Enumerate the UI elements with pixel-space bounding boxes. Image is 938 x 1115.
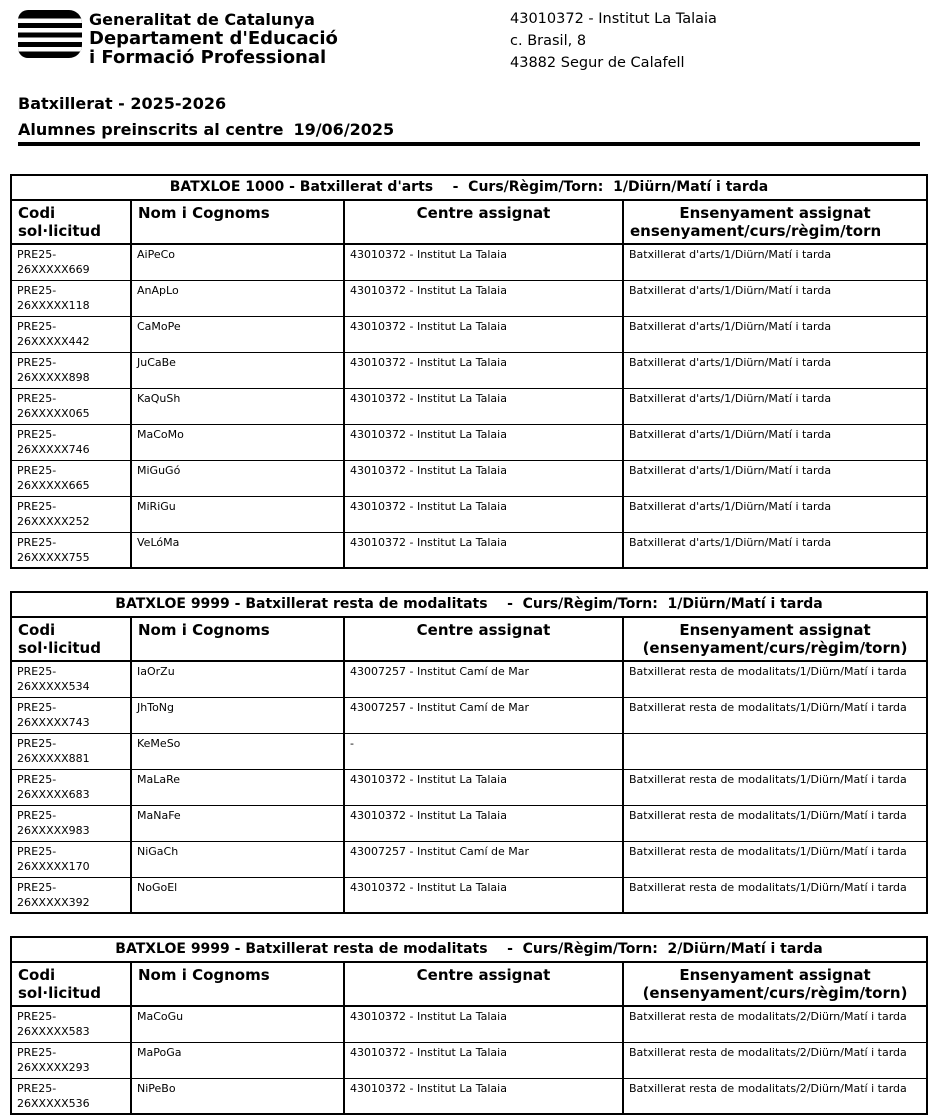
- codi-cell: PRE25- 26XXXXX898: [11, 352, 131, 388]
- column-header-row: [11, 200, 927, 244]
- codi-cell: PRE25- 26XXXXX118: [11, 280, 131, 316]
- column-header-row: [11, 617, 927, 661]
- codi-cell: PRE25- 26XXXXX983: [11, 805, 131, 841]
- subtitle-text: Alumnes preinscrits al centre: [18, 120, 284, 139]
- nom-cell: MaCoMo: [131, 424, 344, 460]
- document-title: Batxillerat - 2025-2026: [18, 94, 227, 113]
- ensenyament-cell: Batxillerat resta de modalitats/1/Diürn/Matí i tarda: [623, 877, 927, 913]
- nom-cell: MaNaFe: [131, 805, 344, 841]
- table-title-row: [11, 937, 927, 962]
- table-title-row: [11, 175, 927, 200]
- table-body: [11, 1006, 927, 1114]
- student-row: [11, 733, 927, 769]
- ensenyament-cell: [623, 733, 927, 769]
- ensenyament-cell: Batxillerat resta de modalitats/2/Diürn/Matí i tarda: [623, 1042, 927, 1078]
- nom-cell: AiPeCo: [131, 244, 344, 280]
- ensenyament-cell: Batxillerat d'arts/1/Diürn/Matí i tarda: [623, 532, 927, 568]
- codi-cell: PRE25- 26XXXXX583: [11, 1006, 131, 1042]
- centre-cell: 43007257 - Institut Camí de Mar: [344, 661, 623, 697]
- preinscrits-table: [10, 174, 928, 569]
- codi-cell: PRE25- 26XXXXX170: [11, 841, 131, 877]
- nom-cell: KeMeSo: [131, 733, 344, 769]
- table-title-row: [11, 592, 927, 617]
- centre-cell: -: [344, 733, 623, 769]
- codi-cell: PRE25- 26XXXXX755: [11, 532, 131, 568]
- nom-cell: AnApLo: [131, 280, 344, 316]
- document-header: [18, 8, 928, 72]
- centre-cell: 43010372 - Institut La Talaia: [344, 805, 623, 841]
- nom-cell: MiGuGó: [131, 460, 344, 496]
- column-header-ensenyament: Ensenyament assignat (ensenyament/curs/règim/torn): [623, 617, 927, 661]
- generalitat-brand: [18, 10, 338, 67]
- column-header-nom: Nom i Cognoms: [131, 200, 344, 244]
- student-row: [11, 805, 927, 841]
- centre-cell: 43010372 - Institut La Talaia: [344, 877, 623, 913]
- codi-cell: PRE25- 26XXXXX669: [11, 244, 131, 280]
- centre-cell: 43010372 - Institut La Talaia: [344, 1078, 623, 1114]
- preinscrits-table: [10, 591, 928, 914]
- nom-cell: MaPoGa: [131, 1042, 344, 1078]
- ensenyament-cell: Batxillerat d'arts/1/Diürn/Matí i tarda: [623, 280, 927, 316]
- column-header-centre: Centre assignat: [344, 200, 623, 244]
- nom-cell: MiRiGu: [131, 496, 344, 532]
- student-row: [11, 769, 927, 805]
- student-row: [11, 424, 927, 460]
- student-row: [11, 661, 927, 697]
- table-body: [11, 244, 927, 568]
- centre-cell: 43010372 - Institut La Talaia: [344, 532, 623, 568]
- column-header-centre: Centre assignat: [344, 962, 623, 1006]
- student-row: [11, 352, 927, 388]
- student-row: [11, 244, 927, 280]
- nom-cell: IaOrZu: [131, 661, 344, 697]
- ensenyament-cell: Batxillerat d'arts/1/Diürn/Matí i tarda: [623, 316, 927, 352]
- ensenyament-cell: Batxillerat d'arts/1/Diürn/Matí i tarda: [623, 496, 927, 532]
- ensenyament-cell: Batxillerat d'arts/1/Diürn/Matí i tarda: [623, 244, 927, 280]
- nom-cell: VeLóMa: [131, 532, 344, 568]
- column-header-codi: Codi sol·licitud: [11, 617, 131, 661]
- codi-cell: PRE25- 26XXXXX065: [11, 388, 131, 424]
- ensenyament-cell: Batxillerat resta de modalitats/1/Diürn/Matí i tarda: [623, 805, 927, 841]
- nom-cell: NoGoEl: [131, 877, 344, 913]
- ensenyament-cell: Batxillerat resta de modalitats/2/Diürn/Matí i tarda: [623, 1006, 927, 1042]
- centre-cell: 43010372 - Institut La Talaia: [344, 244, 623, 280]
- centre-cell: 43010372 - Institut La Talaia: [344, 496, 623, 532]
- tables-section: [10, 174, 928, 1115]
- codi-cell: PRE25- 26XXXXX442: [11, 316, 131, 352]
- nom-cell: JhToNg: [131, 697, 344, 733]
- ensenyament-cell: Batxillerat d'arts/1/Diürn/Matí i tarda: [623, 424, 927, 460]
- column-header-ensenyament: Ensenyament assignat ensenyament/curs/règim/torn: [623, 200, 927, 244]
- student-row: [11, 1078, 927, 1114]
- nom-cell: CaMoPe: [131, 316, 344, 352]
- column-header-codi: Codi sol·licitud: [11, 962, 131, 1006]
- centre-cell: 43010372 - Institut La Talaia: [344, 460, 623, 496]
- codi-cell: PRE25- 26XXXXX536: [11, 1078, 131, 1114]
- column-header-ensenyament: Ensenyament assignat (ensenyament/curs/règim/torn): [623, 962, 927, 1006]
- ensenyament-cell: Batxillerat resta de modalitats/2/Diürn/Matí i tarda: [623, 1078, 927, 1114]
- ensenyament-cell: Batxillerat d'arts/1/Diürn/Matí i tarda: [623, 352, 927, 388]
- centre-cell: 43010372 - Institut La Talaia: [344, 1042, 623, 1078]
- school-info: [510, 8, 717, 74]
- ensenyament-cell: Batxillerat resta de modalitats/1/Diürn/Matí i tarda: [623, 661, 927, 697]
- student-row: [11, 496, 927, 532]
- codi-cell: PRE25- 26XXXXX881: [11, 733, 131, 769]
- table-title: BATXLOE 9999 - Batxillerat resta de modalitats - Curs/Règim/Torn: 1/Diürn/Matí i tarda: [11, 592, 927, 617]
- document-subtitle: [18, 120, 928, 139]
- student-row: [11, 877, 927, 913]
- ensenyament-cell: Batxillerat d'arts/1/Diürn/Matí i tarda: [623, 388, 927, 424]
- student-row: [11, 388, 927, 424]
- nom-cell: NiGaCh: [131, 841, 344, 877]
- student-row: [11, 697, 927, 733]
- codi-cell: PRE25- 26XXXXX665: [11, 460, 131, 496]
- school-code-name: 43010372 - Institut La Talaia: [510, 11, 717, 27]
- student-row: [11, 280, 927, 316]
- centre-cell: 43010372 - Institut La Talaia: [344, 424, 623, 460]
- codi-cell: PRE25- 26XXXXX534: [11, 661, 131, 697]
- student-row: [11, 841, 927, 877]
- student-row: [11, 460, 927, 496]
- student-row: [11, 1042, 927, 1078]
- subtitle-date: 19/06/2025: [293, 120, 395, 139]
- column-header-nom: Nom i Cognoms: [131, 962, 344, 1006]
- centre-cell: 43010372 - Institut La Talaia: [344, 352, 623, 388]
- student-row: [11, 1006, 927, 1042]
- department-name-line1: Departament d'Educació: [89, 28, 338, 49]
- school-city: 43882 Segur de Calafell: [510, 55, 685, 71]
- org-name: Generalitat de Catalunya: [89, 10, 315, 29]
- centre-cell: 43010372 - Institut La Talaia: [344, 280, 623, 316]
- table-body: [11, 661, 927, 913]
- preinscrits-table: [10, 936, 928, 1115]
- ensenyament-cell: Batxillerat resta de modalitats/1/Diürn/Matí i tarda: [623, 841, 927, 877]
- student-row: [11, 316, 927, 352]
- ensenyament-cell: Batxillerat resta de modalitats/1/Diürn/Matí i tarda: [623, 697, 927, 733]
- codi-cell: PRE25- 26XXXXX743: [11, 697, 131, 733]
- ensenyament-cell: Batxillerat resta de modalitats/1/Diürn/Matí i tarda: [623, 769, 927, 805]
- codi-cell: PRE25- 26XXXXX746: [11, 424, 131, 460]
- column-header-centre: Centre assignat: [344, 617, 623, 661]
- centre-cell: 43010372 - Institut La Talaia: [344, 316, 623, 352]
- department-name-line2: i Formació Professional: [89, 47, 327, 68]
- ensenyament-cell: Batxillerat d'arts/1/Diürn/Matí i tarda: [623, 460, 927, 496]
- generalitat-logo-icon: [18, 10, 82, 58]
- codi-cell: PRE25- 26XXXXX293: [11, 1042, 131, 1078]
- table-title: BATXLOE 9999 - Batxillerat resta de modalitats - Curs/Règim/Torn: 2/Diürn/Matí i tarda: [11, 937, 927, 962]
- codi-cell: PRE25- 26XXXXX392: [11, 877, 131, 913]
- codi-cell: PRE25- 26XXXXX252: [11, 496, 131, 532]
- column-header-nom: Nom i Cognoms: [131, 617, 344, 661]
- nom-cell: NiPeBo: [131, 1078, 344, 1114]
- nom-cell: MaCoGu: [131, 1006, 344, 1042]
- brand-text: [89, 10, 338, 67]
- centre-cell: 43007257 - Institut Camí de Mar: [344, 841, 623, 877]
- column-header-codi: Codi sol·licitud: [11, 200, 131, 244]
- nom-cell: JuCaBe: [131, 352, 344, 388]
- school-address: c. Brasil, 8: [510, 33, 587, 49]
- column-header-row: [11, 962, 927, 1006]
- centre-cell: 43010372 - Institut La Talaia: [344, 1006, 623, 1042]
- title-underline: [18, 142, 920, 146]
- centre-cell: 43010372 - Institut La Talaia: [344, 388, 623, 424]
- table-title: BATXLOE 1000 - Batxillerat d'arts - Curs/Règim/Torn: 1/Diürn/Matí i tarda: [11, 175, 927, 200]
- centre-cell: 43007257 - Institut Camí de Mar: [344, 697, 623, 733]
- student-row: [11, 532, 927, 568]
- centre-cell: 43010372 - Institut La Talaia: [344, 769, 623, 805]
- codi-cell: PRE25- 26XXXXX683: [11, 769, 131, 805]
- nom-cell: MaLaRe: [131, 769, 344, 805]
- nom-cell: KaQuSh: [131, 388, 344, 424]
